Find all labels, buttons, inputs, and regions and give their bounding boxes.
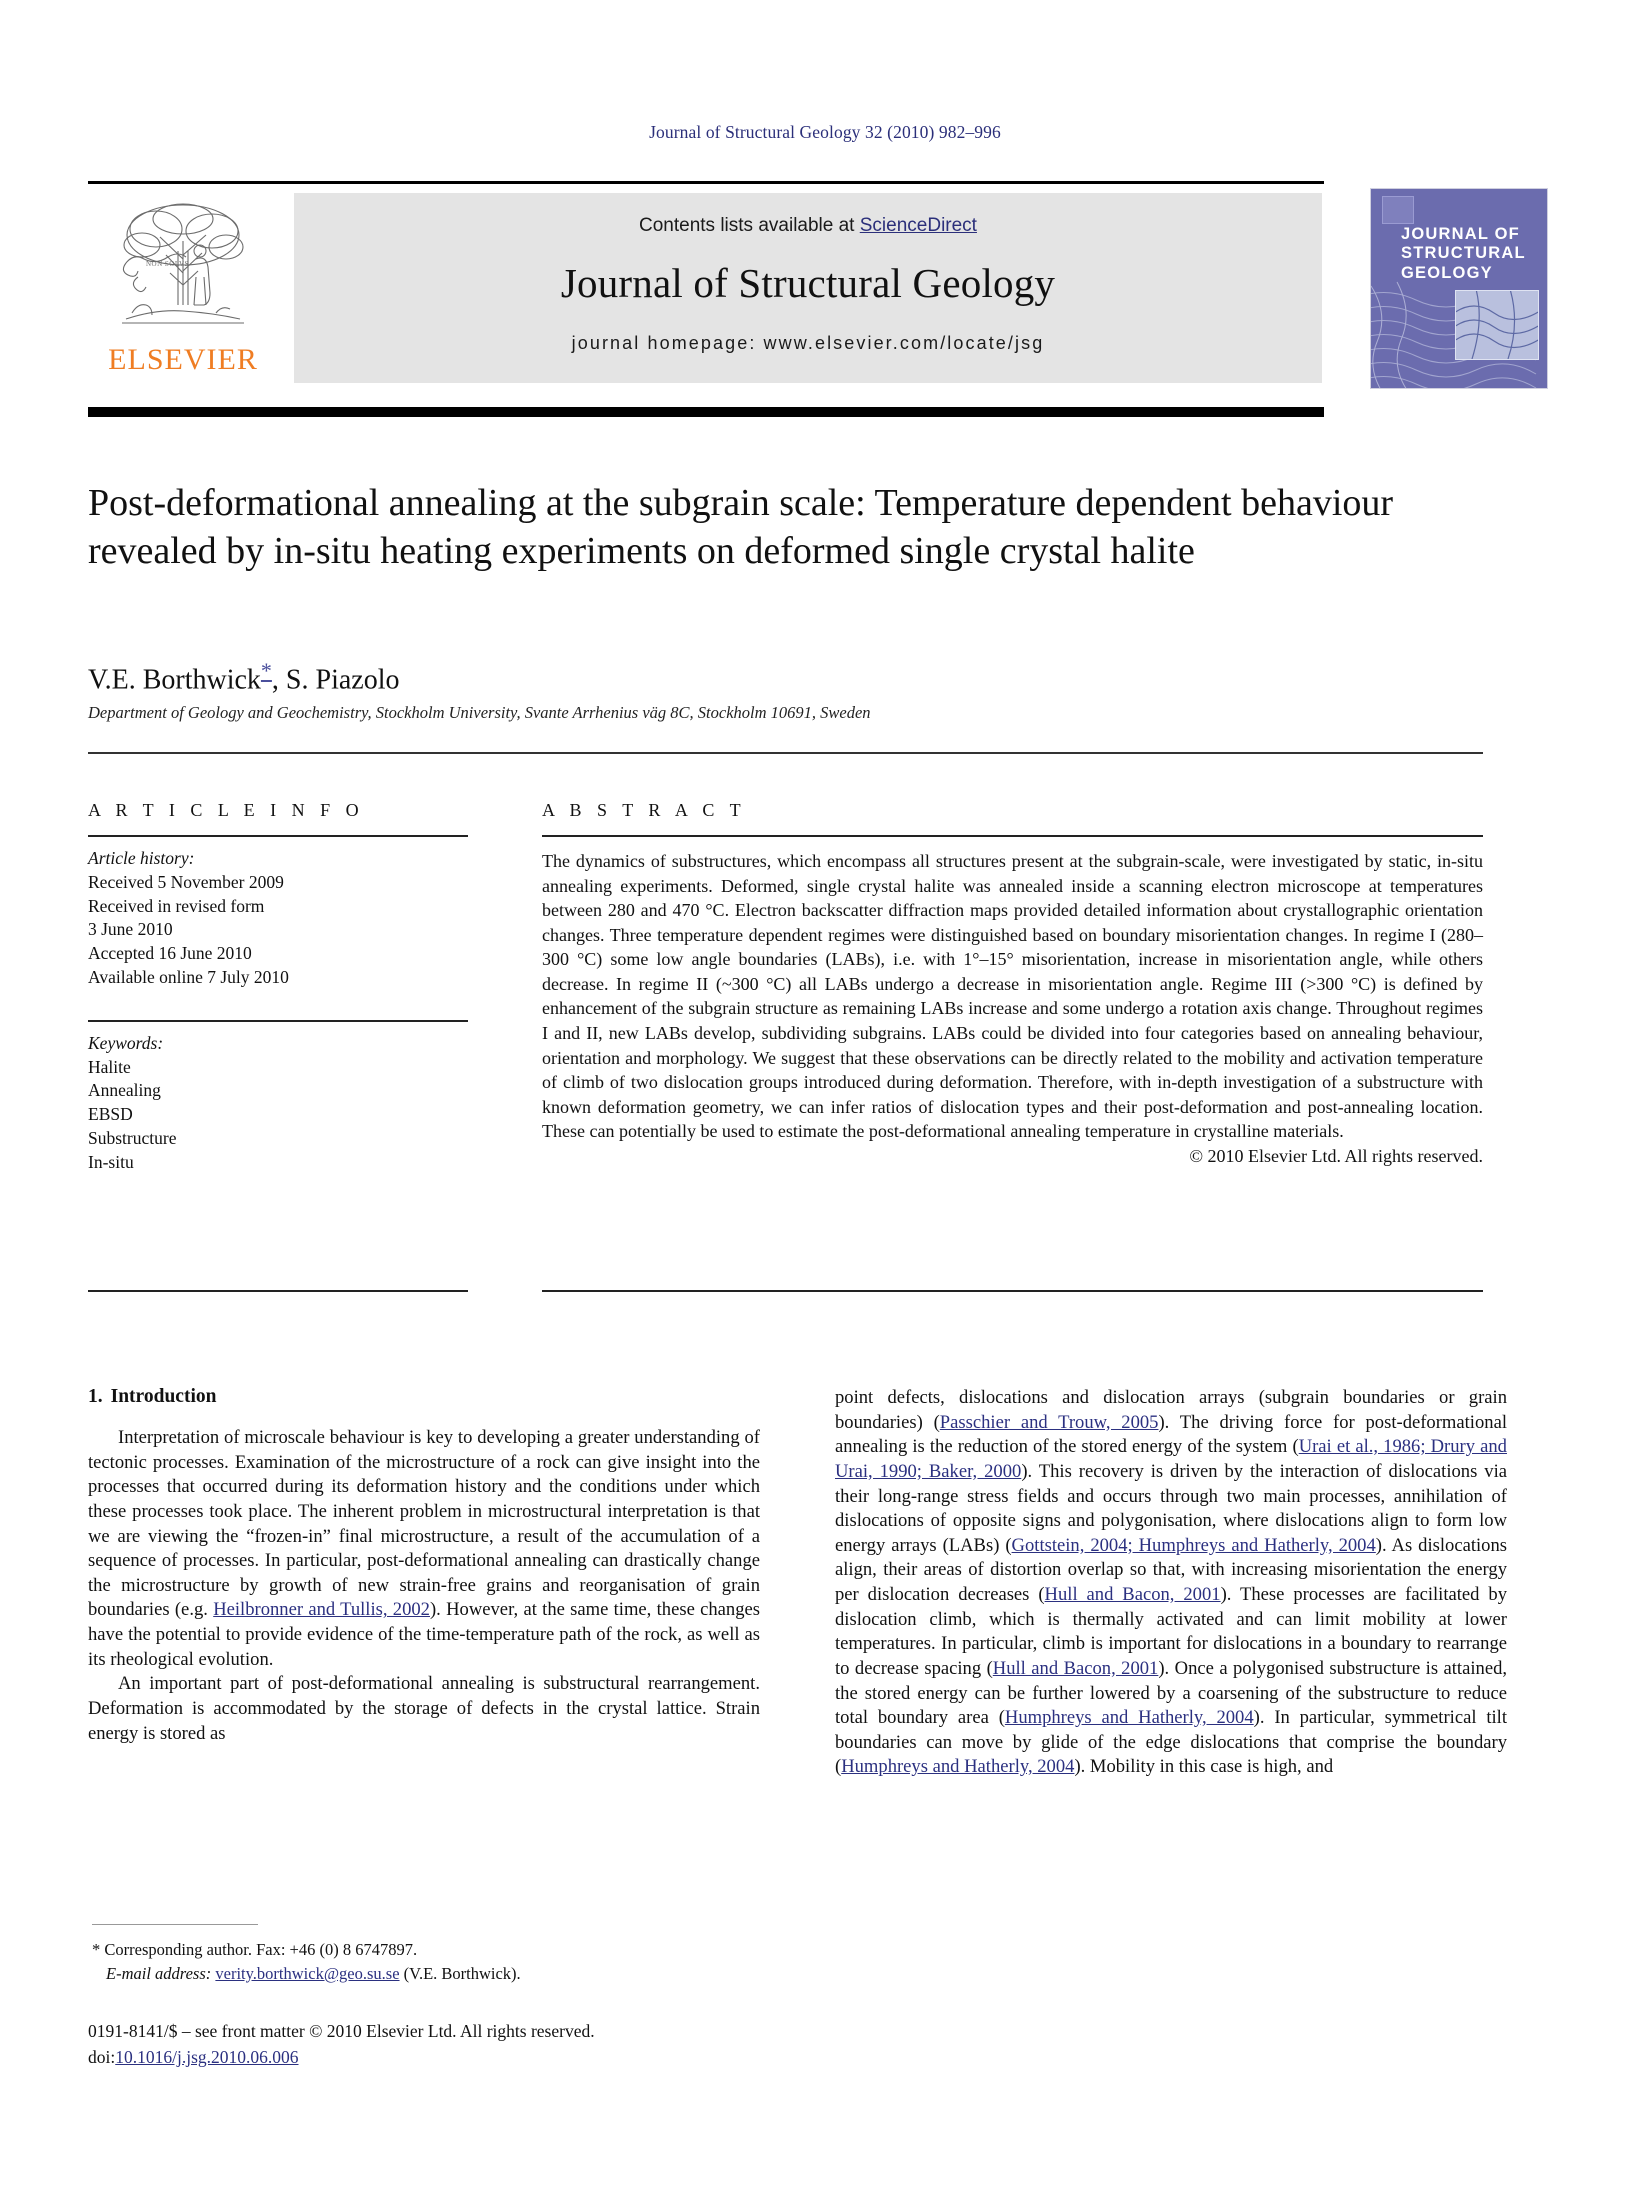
keyword-item: Halite [88,1056,131,1077]
article-history-label: Article history: [88,848,195,868]
citation-link[interactable]: Hull and Bacon, 2001 [1044,1584,1221,1605]
author-primary: V.E. Borthwick [88,664,261,696]
journal-title: Journal of Structural Geology [560,260,1056,306]
email-label: E-mail address: [106,1963,212,1983]
abstract-heading: A B S T R A C T [542,800,747,820]
keywords-block [88,1032,468,1175]
abstract-rule [542,835,1483,837]
paragraph-text: ). However, at the same time, these changes have the potential to provide evidence of the time-temperature path of the rock, as well as its rheological evolution. [88,1599,760,1670]
paragraph [835,1386,1507,1780]
keywords-label: Keywords: [88,1032,164,1053]
footer-meta [88,2018,595,2071]
corresponding-author-marker[interactable]: * [260,658,272,683]
email-link[interactable]: verity.borthwick@geo.su.se [215,1963,400,1983]
paragraph-text: ). The driving force for post-deformational annealing is the reduction of the stored energy of the system ( [835,1411,1507,1458]
abstract-bottom-rule [542,1290,1483,1292]
paragraph: An important part of post-deformational annealing is substructural rearrangement. Deformation is accommodated by the storage of defects in the crystal lattice. Strain energy is stored as [88,1673,760,1744]
running-head: Journal of Structural Geology 32 (2010) 982–996 [649,122,1001,142]
abstract-copyright: © 2010 Elsevier Ltd. All rights reserved. [1189,1145,1483,1166]
journal-homepage-line[interactable]: journal homepage: www.elsevier.com/locate/jsg [571,333,1045,353]
paragraph-text: ). Once a polygonised substructure is attained, the stored energy can be further lowered by a coarsening of the substructure to reduce total boundary area ( [835,1657,1508,1729]
page-title: Post-deformational annealing at the subgrain scale: Temperature dependent behaviour revealed by in-situ heating experiments on deformed single crystal halite [88,482,1394,572]
keyword-item: EBSD [88,1104,133,1125]
citation-link[interactable]: Hull and Bacon, 2001 [992,1657,1159,1679]
paragraph [88,1426,760,1672]
front-matter-line: 0191-8141/$ – see front matter © 2010 Elsevier Ltd. All rights reserved. [88,2021,595,2041]
article-info-bottom-rule [88,1290,468,1292]
doi-line [88,2044,595,2070]
cover-title-line-1: JOURNAL OF [1401,225,1520,243]
history-item: Received 5 November 2009 [88,871,284,892]
doi-link[interactable]: 10.1016/j.jsg.2010.06.006 [115,2047,299,2068]
cover-title-line-3: GEOLOGY [1401,263,1493,282]
keyword-item: Substructure [88,1127,177,1148]
journal-cover-thumbnail [1370,188,1548,389]
abstract-text: The dynamics of substructures, which encompass all structures present at the subgrain-scale, were investigated by static, in-situ annealing experiments. Deformed, single crystal halite was annealed inside a scanning electron microscope at temperatures between 280 and 470 °C. Electron backscatter diffraction maps provided detailed information about crystallographic orientation changes. Three temperature dependent regimes were distinguished based on boundary misorientation changes. In regime I (280–300 °C) some low angle boundaries (LABs), i.e. with 1°–15° misorientation, increase in misorientation angle, while others decrease. In regime II (~300 °C) all LABs undergo a decrease in misorientation angle. Regime III (>300 °C) is defined by enhancement of the subgrain structure as remaining LABs increase and some undergo a rotation axis change. Throughout regimes I and II, new LABs develop, subdividing subgrains. LABs could be divided into four categories based on annealing behaviour, orientation and morphology. We suggest that these observations can be directly related to the mobility and activation temperature of climb of two dislocation groups introduced during deformation. Therefore, with in-depth investigation of a substructure with known deformation geometry, we can infer ratios of dislocation types and their post-deformation and post-annealing location. These can potentially be used to estimate the post-deformational annealing temperature in crystalline materials. [542,851,1483,1142]
citation-link[interactable]: Urai et al., 1986; Drury and Urai, 1990; Baker, 2000 [835,1436,1507,1482]
author-secondary: , S. Piazolo [271,664,400,696]
svg-text:NON SOLVS: NON SOLVS [146,260,189,268]
citation-link[interactable]: Heilbronner and Tullis, 2002 [213,1599,430,1621]
footnote-block [92,1938,772,1986]
footnote-text: Corresponding author. Fax: +46 (0) 8 6747897. [104,1940,418,1959]
section-heading-introduction [88,1386,760,1408]
masthead-rule-bottom [88,407,1324,417]
paragraph-text: ). This recovery is driven by the interaction of dislocations via their long-range stress fields and occurs through two main processes, annihilation of dislocations of opposite signs and polygonisation, where dislocations align to form low energy arrays (LABs) ( [835,1460,1507,1556]
article-info-heading: A R T I C L E I N F O [88,800,365,820]
citation-link[interactable]: Humphreys and Hatherly, 2004 [841,1756,1075,1778]
paragraph-text: ). As dislocations align, their areas of distortion overlap so that, with increasing misorientation the energy per dislocation decreases ( [835,1534,1507,1605]
citation-link[interactable]: Passchier and Trouw, 2005 [939,1411,1159,1433]
doi-label: doi: [88,2047,116,2068]
cover-title [1401,225,1526,283]
citation-link[interactable]: Gottstein, 2004; Humphreys and Hatherly, 2004 [1011,1534,1376,1556]
footnote-rule [92,1924,258,1925]
section-title: Introduction [110,1386,217,1407]
history-item: 3 June 2010 [88,919,173,940]
footnote-email-line [92,1962,772,1986]
cover-title-line-2: STRUCTURAL [1401,244,1526,263]
affiliation: Department of Geology and Geochemistry, Stockholm University, Svante Arrhenius väg 8C, Stockholm 10691, Sweden [88,703,871,722]
masthead-row [88,184,1561,399]
footnote-marker: * [92,1940,101,1959]
paragraph-text: ). These processes are facilitated by dislocation climb, which is thermally activated and can limit mobility at lower temperatures. In particular, climb is important for dislocations in a boundary to rearrange to decrease spacing ( [835,1584,1507,1679]
cover-elsevier-mark [1382,196,1414,224]
cover-inset-folds [1456,291,1538,359]
contents-lists-line [294,215,1322,237]
history-item: Available online 7 July 2010 [88,966,289,987]
author-list [88,658,399,696]
cover-inset-image [1455,290,1539,360]
contents-panel [294,193,1322,383]
article-info-column [88,800,468,1175]
journal-masthead [88,181,1561,399]
keyword-item: In-situ [88,1151,134,1172]
email-owner: (V.E. Borthwick). [399,1963,521,1983]
abstract-column [542,800,1483,1167]
body-column-left [88,1386,760,1746]
footnote-corresponding [92,1938,772,1962]
elsevier-logo [92,193,274,383]
elsevier-tree-icon [108,193,258,343]
paragraph-text: ). Mobility in this case is high, and [1074,1756,1334,1778]
paragraph-text: point defects, dislocations and dislocation arrays (subgrain boundaries or grain boundaries) ( [835,1387,1507,1433]
keyword-item: Annealing [88,1080,161,1101]
elsevier-wordmark: ELSEVIER [108,343,258,376]
paragraph-text: Interpretation of microscale behaviour is key to developing a greater understanding of tectonic processes. Examination of the microstructure of a rock can give insight into the processes that occurred during its deformation history and the conditions under which these processes took place. The inherent problem in microstructural interpretation is that we are viewing the “frozen-in” final microstructure, a result of the accumulation of a sequence of processes. In particular, post-deformational annealing can drastically change the microstructure by growth of new strain-free grains and reorganisation of grain boundaries (e.g. [88,1427,760,1621]
citation-link[interactable]: Humphreys and Hatherly, 2004 [1004,1707,1254,1729]
contents-prefix: Contents lists available at [639,215,860,236]
history-item: Received in revised form [88,895,265,916]
keywords-rule [88,1020,468,1022]
article-history-block [88,847,468,990]
history-item: Accepted 16 June 2010 [88,943,252,964]
sciencedirect-link[interactable]: ScienceDirect [859,215,977,236]
article-info-rule [88,835,468,837]
paragraph-text: ). In particular, symmetrical tilt boundaries can move by glide of the edge dislocations that comprise the boundary ( [835,1707,1507,1778]
header-divider-rule [88,752,1483,754]
section-number: 1. [88,1386,103,1407]
body-column-right [835,1386,1507,1780]
